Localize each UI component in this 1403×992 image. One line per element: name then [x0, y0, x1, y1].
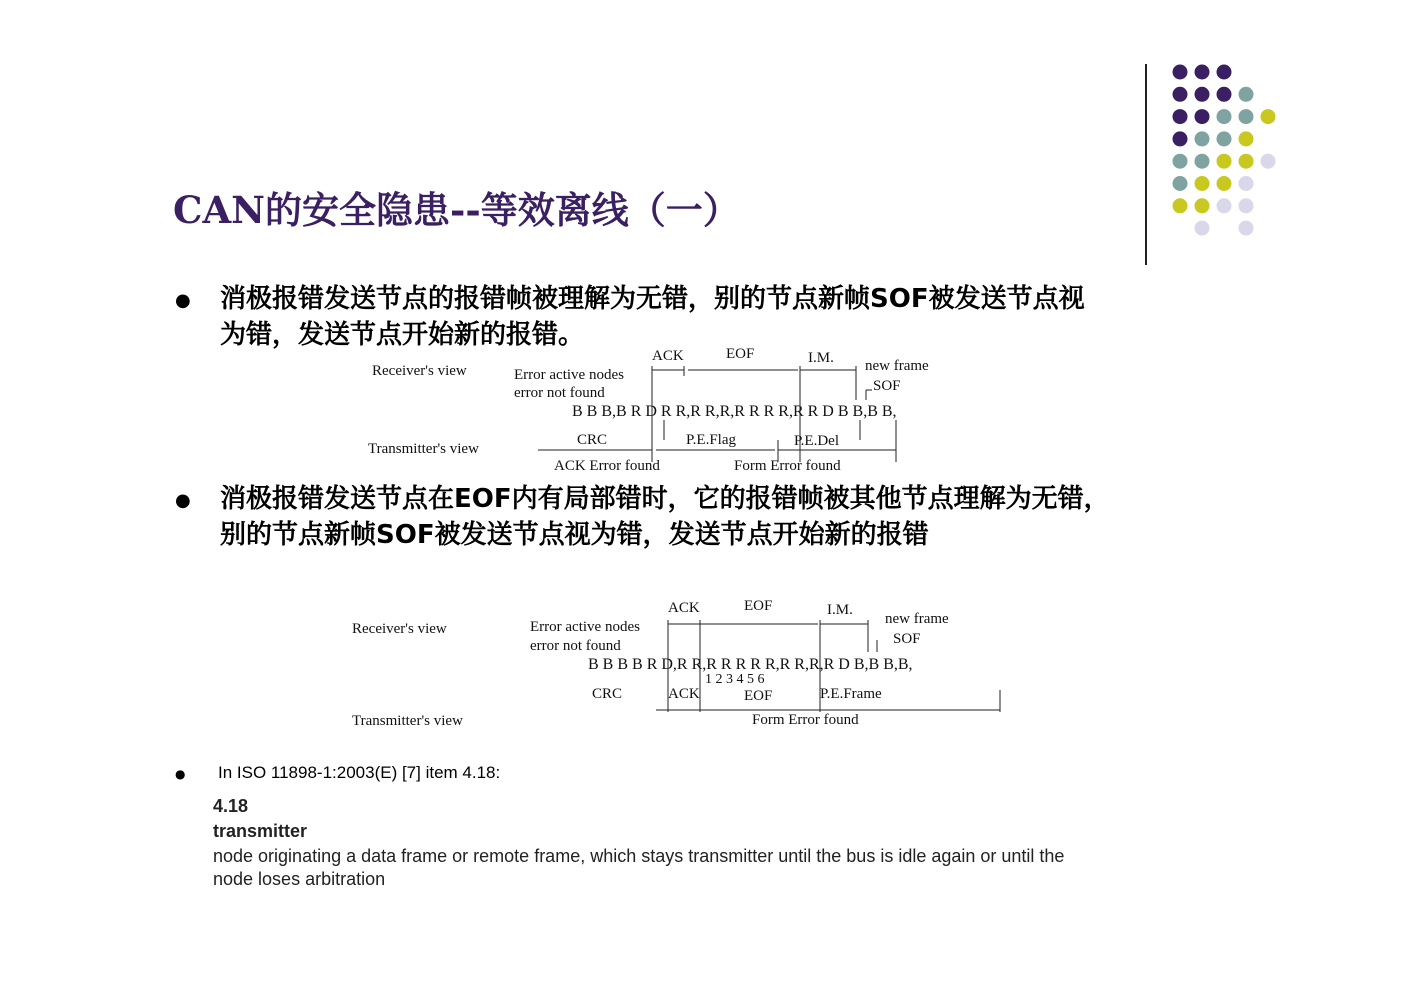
pe-frame-label: P.E.Frame: [820, 686, 882, 702]
receivers-view-label: Receiver's view: [352, 621, 447, 637]
crc-label: CRC: [592, 686, 623, 702]
new-frame-label: new frame: [885, 611, 949, 627]
new-frame-label: new frame: [865, 358, 929, 374]
bullet-2-line-2: 别的节点新帧SOF被发送节点视为错，发送节点开始新的报错: [220, 520, 929, 550]
iso-definition-line-1: node originating a data frame or remote frame, which stays transmitter until the bus is idle again or until the: [213, 846, 1065, 866]
pe-flag-label: P.E.Flag: [686, 432, 737, 448]
error-not-found-label: error not found: [530, 638, 621, 654]
error-active-nodes-label: Error active nodes: [530, 619, 640, 635]
eof-bit-numbers: 1 2 3 4 5 6: [705, 672, 765, 687]
transmitters-view-label: Transmitter's view: [352, 713, 463, 729]
bullet-marker: ●: [175, 490, 191, 511]
error-not-found-label: error not found: [514, 385, 605, 401]
ack-label: ACK: [652, 348, 684, 364]
iso-definition-line-2: node loses arbitration: [213, 869, 386, 889]
sof-label: SOF: [893, 631, 921, 647]
eof-label-2: EOF: [744, 688, 773, 704]
bullet-2-line-1: 消极报错发送节点在EOF内有局部错时，它的报错帧被其他节点理解为无错，: [220, 484, 1110, 514]
bullet-1-line-2: 为错，发送节点开始新的报错。: [220, 320, 585, 350]
error-active-nodes-label: Error active nodes: [514, 367, 624, 383]
crc-label: CRC: [577, 432, 608, 448]
transmitters-view-label: Transmitter's view: [368, 441, 479, 457]
bullet-marker: ●: [175, 767, 186, 781]
ack-error-found-label: ACK Error found: [554, 458, 660, 474]
bit-sequence: B B B B R D,R R,R R R R R,R R,R,R D B,B B,B,: [588, 656, 913, 673]
iso-item-number: 4.18: [213, 796, 249, 816]
im-label: I.M.: [827, 602, 853, 618]
ack-label-2: ACK: [668, 686, 700, 702]
receivers-view-label: Receiver's view: [372, 363, 467, 379]
eof-label: EOF: [726, 346, 755, 362]
form-error-found-label: Form Error found: [734, 458, 841, 474]
iso-term: transmitter: [213, 821, 308, 841]
page-title: CAN的安全隐患--等效离线（一）: [173, 188, 740, 232]
bit-sequence: B B B,B R D R R,R R,R,R R R R,R R D B B,B B,: [572, 403, 897, 420]
ack-label: ACK: [668, 600, 700, 616]
im-label: I.M.: [808, 350, 834, 366]
bullet-marker: ●: [175, 290, 191, 311]
bullet-1-line-1: 消极报错发送节点的报错帧被理解为无错，别的节点新帧SOF被发送节点视: [220, 284, 1085, 314]
pe-del-label: P.E.Del: [794, 433, 839, 449]
eof-label: EOF: [744, 598, 773, 614]
iso-reference: In ISO 11898-1:2003(E) [7] item 4.18:: [218, 763, 501, 782]
sof-label: SOF: [873, 378, 901, 394]
form-error-found-label: Form Error found: [752, 712, 859, 728]
